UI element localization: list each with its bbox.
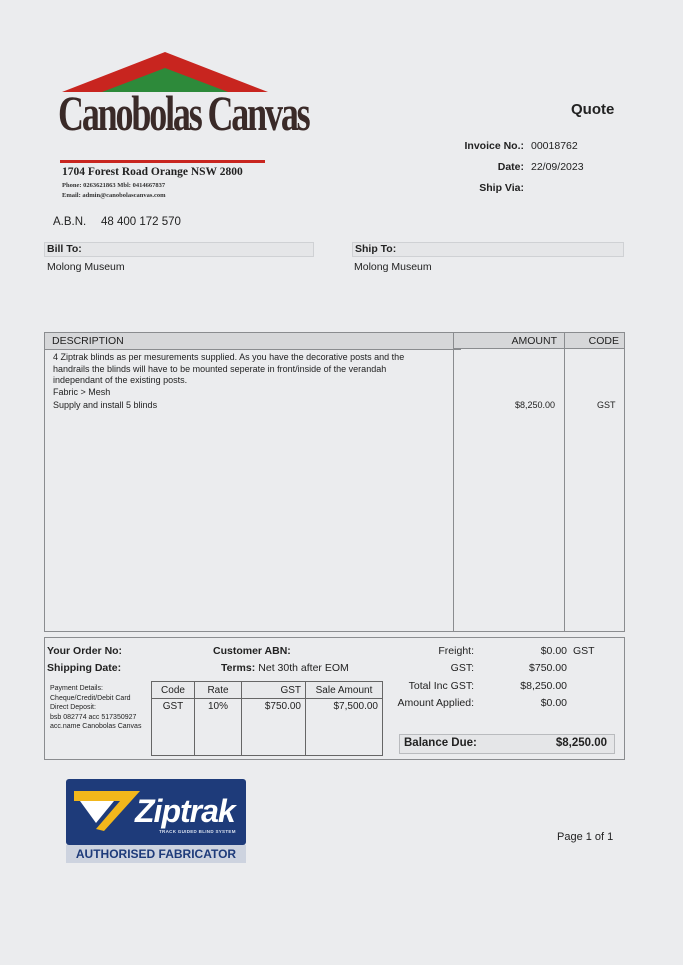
payment-line: Direct Deposit: [50,704,96,711]
amount-applied-value: $0.00 [540,697,567,709]
gst-table-cell: GST [152,699,195,756]
document-title: Quote [571,101,615,118]
abn-value: 48 400 172 570 [101,216,181,228]
column-divider [564,333,565,631]
shipping-date-label: Shipping Date: [47,662,122,674]
balance-due-label: Balance Due: [404,737,477,749]
freight-value: $0.00 [540,645,567,657]
balance-due-value: $8,250.00 [555,737,607,749]
ziptrak-chevron-icon [74,789,140,833]
gst-table-header: GST [242,682,306,699]
description-line: Fabric > Mesh [53,386,111,397]
amount-applied-label: Amount Applied: [397,697,474,709]
description-header: DESCRIPTION [45,333,461,350]
ship-to-value: Molong Museum [354,261,432,273]
ziptrak-badge [66,779,246,845]
column-divider [453,333,454,631]
gst-table-cell: 10% [195,699,242,756]
company-phone: Phone: 0263621863 Mbl: 0414667837 [62,182,166,189]
abn-label: A.B.N. [53,216,87,228]
terms [221,662,349,674]
code-header: CODE [565,333,624,349]
total-inc-gst-label: Total Inc GST: [408,680,474,692]
gst-table-cell: $7,500.00 [306,699,383,756]
invoice-no-value: 00018762 [531,140,578,152]
balance-due-box [399,734,615,754]
line-item-code: GST [597,400,616,410]
bill-to-header: Bill To: [44,242,314,257]
gst-value: $750.00 [529,662,567,674]
invoice-no-label: Invoice No.: [464,140,524,152]
gst-table-header: Sale Amount [306,682,383,699]
date-label: Date: [497,161,524,173]
terms-value: Net 30th after EOM [258,662,349,674]
item-description [53,352,443,398]
payment-line: acc.name Canobolas Canvas [50,723,142,730]
freight-label: Freight: [438,645,474,657]
line-item-amount: $8,250.00 [515,400,556,410]
ship-to-header: Ship To: [352,242,624,257]
company-contact [62,181,166,201]
items-table [44,332,625,632]
logo-underline [60,160,265,163]
line-item-description: Supply and install 5 blinds [53,400,158,410]
company-email: Email: admin@canobolascanvas.com [62,192,166,199]
gst-table-header: Code [152,682,195,699]
ship-via-label: Ship Via: [479,182,524,194]
description-line: 4 Ziptrak blinds as per mesurements supplied. As you have the decorative posts and the [53,352,405,362]
freight-code: GST [573,645,595,657]
page-number: Page 1 of 1 [557,831,614,843]
payment-line: Cheque/Credit/Debit Card [50,694,131,702]
gst-table-cell: $750.00 [242,699,306,756]
company-address: 1704 Forest Road Orange NSW 2800 [62,166,243,178]
amount-header: AMOUNT [454,333,565,349]
gst-summary-table [151,681,383,756]
description-line: handrails the blinds will have to be mounted seperate in front/inside of the verandah [53,363,387,374]
authorised-fabricator-label: AUTHORISED FABRICATOR [66,845,246,863]
payment-details [50,684,141,732]
description-line: independant of the existing posts. [53,375,188,385]
your-order-label: Your Order No: [47,645,123,657]
terms-label: Terms: [221,662,256,674]
payment-line: Payment Details: [50,685,103,692]
gst-table-header: Rate [195,682,242,699]
total-inc-gst-value: $8,250.00 [520,680,567,692]
payment-line: bsb 082774 acc 517350927 [50,713,137,721]
gst-label: GST: [450,662,474,674]
ziptrak-tagline: TRACK GUIDED BLIND SYSTEM [159,829,236,834]
totals-box [44,637,625,760]
ziptrak-wordmark: Ziptrak [135,793,235,829]
company-logo-text: Canobolas Canvas [58,85,309,141]
date-value: 22/09/2023 [531,161,584,173]
bill-to-value: Molong Museum [47,261,125,273]
customer-abn-label: Customer ABN: [213,645,291,657]
